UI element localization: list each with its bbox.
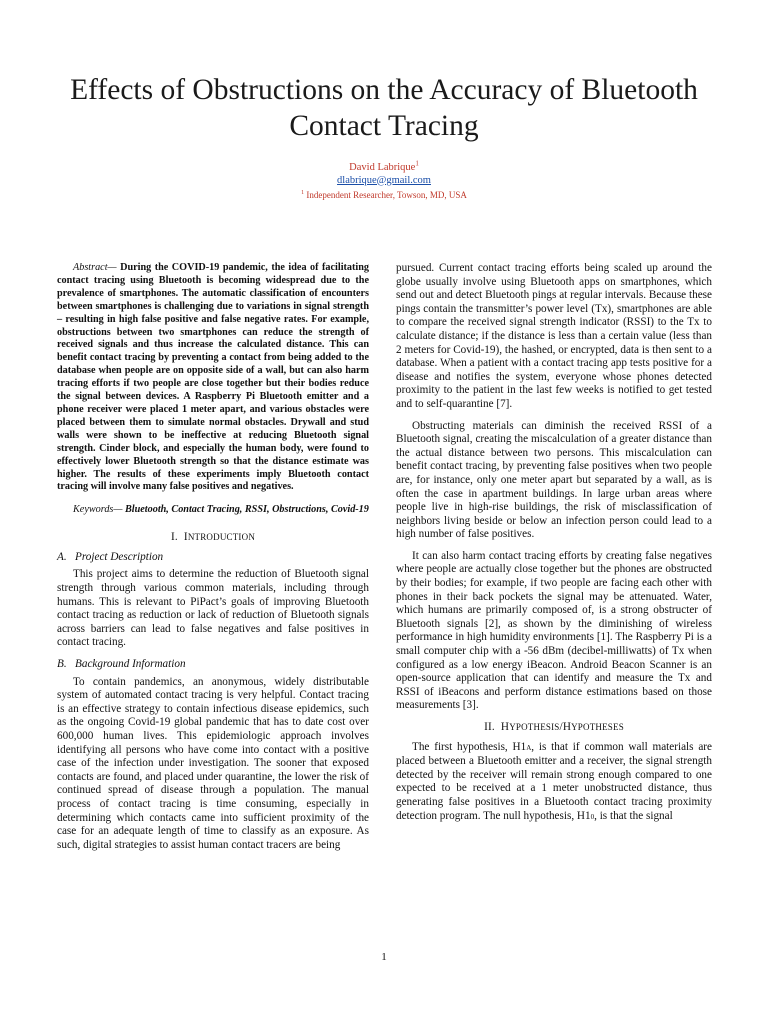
section-heading-hypotheses: II. HYPOTHESIS/HYPOTHESES	[484, 721, 624, 733]
paragraph-contact-tracing-apps: pursued. Current contact tracing efforts being scaled up around the globe usually involve using Bluetooth apps on smartphones, which send out and detect Bluetooth pings at regular intervals. Because these pings contain the transmitter’s power level (Tx), smartphones are able to compare the received signal strength indicator (RSSI) to the Tx to calculate distance; if the distance is less than a certain value (less than 2 meters for Covid-19), the hashed, or encrypted, data is then sent to a database. When a patient with a contact tracing app tests positive for a disease and notifies the system, everyone whose phones detected proximity to the patient in the last few weeks is notified to get tested and to self-quarantine [7].	[396, 262, 712, 410]
author-block	[200, 157, 568, 202]
author-name: David Labrique$^1$	[349, 159, 419, 173]
subsection-heading-background: B. Background Information	[57, 657, 186, 670]
paragraph-project-description: This project aims to determine the reduction of Bluetooth signal strength through various common materials, including through humans. This is relevant to PiPact’s goals of improving Bluetooth contact tracing as reduction or lack of reduction of Bluetooth signals across barriers can lead to false negatives and false positives in contact tracing.	[57, 568, 369, 649]
right-column	[396, 262, 712, 832]
keywords: Keywords— Bluetooth, Contact Tracing, RSSI, Obstructions, Covid-19	[73, 504, 369, 516]
author-email-link[interactable]: dlabrique@gmail.com	[337, 174, 431, 186]
author-affiliation: $^1$ Independent Researcher, Towson, MD, USA	[301, 189, 467, 200]
subsection-heading-project-description: A. Project Description	[57, 550, 164, 563]
section-heading-introduction: I. INTRODUCTION	[170, 531, 256, 544]
page-number: 1	[381, 951, 387, 963]
left-column	[57, 262, 369, 860]
paragraph-false-negatives: It can also harm contact tracing efforts by creating false negatives where people are actually close together but the phones are obstructed by their bodies; for example, if two people are facing each other with phones in their back pockets the signal may be attenuated. Water, which humans are primarily composed of, is a strong obstructer of Bluetooth signals [2], as shown by the diminishing of wireless performance in high humidity environments [1]. The Raspberry Pi is a small computer chip with a -56 dBm (decibel-milliwatts) of Tx when configured as a low energy iBeacon. Android Beacon Scanner is an open-source application that can identify and measure the Tx and RSSI of iBeacons and perform distance estimations based on those measurements [3].	[396, 549, 712, 712]
paper-title: Effects of Obstructions on the Accuracy of Bluetooth Contact Tracing	[70, 74, 698, 142]
paragraph-background: To contain pandemics, an anonymous, widely distributable system of automated contact tracing is very helpful. Contact tracing is an effective strategy to contain infectious disease epidemics, such as the ongoing Covid-19 global pandemic that has to date cost over 600,000 human lives. This epidemiologic approach involves identifying all persons who have come into contact with a positive case of the infection under investigation. The sooner that exposed contacts are found, and placed under quarantine, the lower the risk of continued spread of disease through a population. The manual process of contact tracing is time consuming, especially in determining which contacts came into sufficient proximity of the case for an adequate length of time to classify as an exposure. As such, digital strategies to assist human contact tracers are being	[57, 675, 369, 851]
paragraph-obstructing-materials: Obstructing materials can diminish the received RSSI of a Bluetooth signal, creating the miscalculation of a greater distance than the actual distance between two persons. This miscalculation can benefit contact tracing, by preventing false positives when two people are, for instance, only one meter apart but separated by a wall, as is often the case in apartment buildings. In large urban areas where people live in high-rise buildings, the risk of misclassification of neighbors living beside or below an infection person could lead to a high number of false positives.	[396, 419, 712, 541]
abstract: Abstract— During the COVID-19 pandemic, the idea of facilitating contact tracing using Bluetooth is becoming widespread due to the prevalence of smartphones. The automatic classification of encounters between smartphones is challenging due to variations in signal strength – resulting in high false positive and false negative rates. For example, obstructions between two smartphones can reduce the strength of received signals and thus increase the calculated distance. This can benefit contact tracing by preventing a contact from being added to the database when people are on opposite side of a wall, but can also harm tracing efforts if two people are close together but their bodies reduce the signal between devices. A Raspberry Pi Bluetooth emitter and a phone receiver were placed 1 meter apart, and various obstacles were placed between them to simulate normal obstacles. Drywall and stud walls were shown to be ineffective at reducing Bluetooth signal strength. Cinder block, and especially the human body, were found to effectively lower Bluetooth strength so that the distance estimate was higher. The results of these experiments imply Bluetooth contact tracing will involve many false positives and negatives.	[57, 262, 369, 493]
paragraph-hypothesis: The first hypothesis, H1A, is that if common wall materials are placed between a Bluetooth emitter and a receiver, the signal strength detected by the receiver will remain strong enough compared to one expected to be received at a 1 meter unobstructed distance, thus generating false positives in a Bluetooth contact tracing proximity detection program. The null hypothesis, H10, is that the signal	[396, 740, 712, 822]
